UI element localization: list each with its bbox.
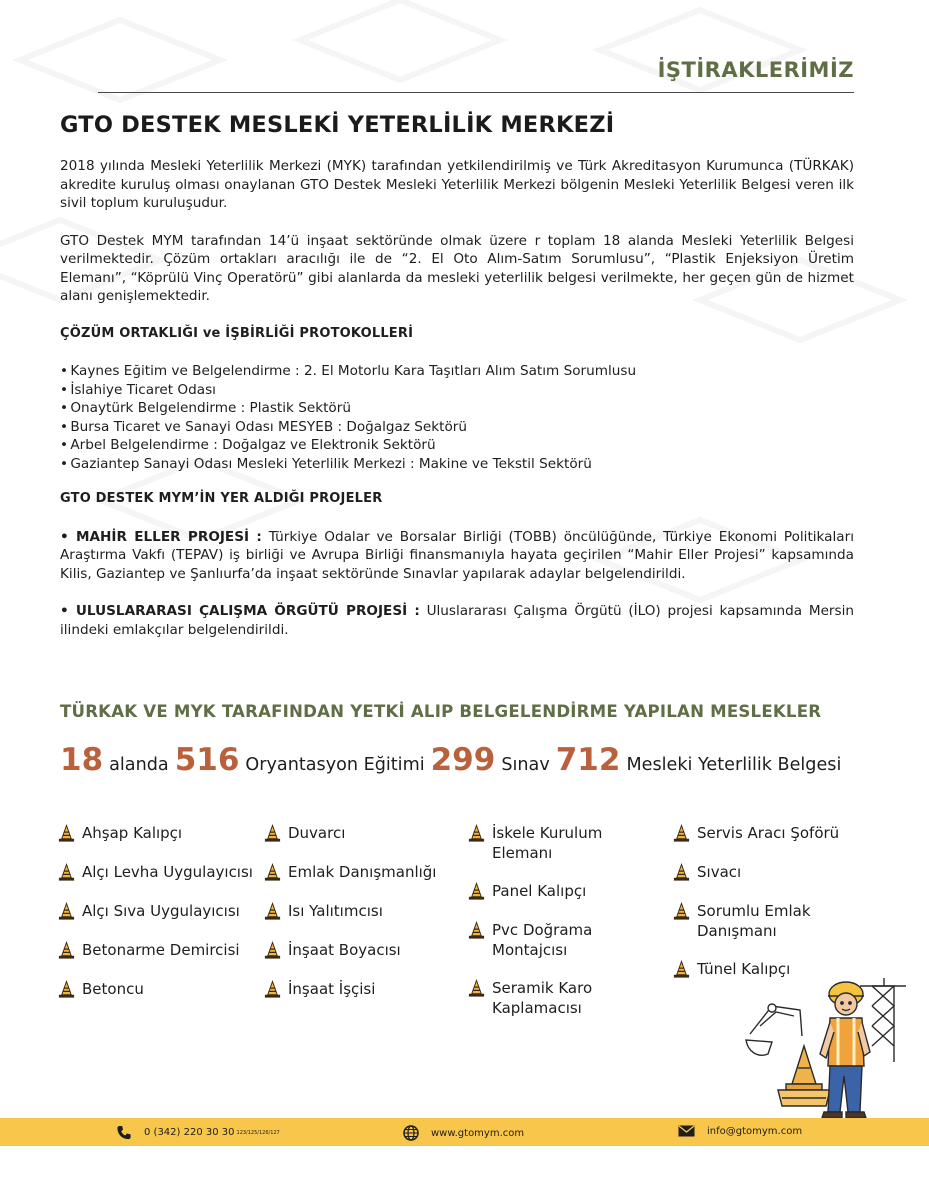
traffic-cone-icon — [263, 863, 282, 883]
traffic-cone-icon — [467, 921, 486, 941]
occupation-label: Betonarme Demircisi — [82, 941, 240, 959]
occupation-label: Alçı Sıva Uygulayıcısı — [82, 902, 240, 920]
traffic-cone-icon — [57, 863, 76, 883]
traffic-cone-icon — [672, 824, 691, 844]
stats-line — [60, 742, 847, 778]
occupation-label: Tünel Kalıpçı — [697, 960, 791, 978]
traffic-cone-icon — [57, 902, 76, 922]
occupation-item — [672, 863, 872, 883]
occupation-label: Duvarcı — [288, 824, 346, 842]
phone-number[interactable]: 0 (342) 220 30 30 — [144, 1127, 235, 1138]
traffic-cone-icon — [57, 824, 76, 844]
occupation-item — [467, 882, 667, 902]
occupation-item — [57, 980, 257, 1000]
email-link[interactable]: info@gtomym.com — [707, 1125, 803, 1137]
project-mahir-eller: • MAHİR ELLER PROJESİ : Türkiye Odalar ve Borsalar Birliği (TOBB) öncülüğünde, Türkiye Ekonomi Politikaları Araştırma Vakfı (TEPAV) iş birliği ve Avrupa Birliği finansmanıyla hayata geçirilen “Mahir Eller Projesi” kapsamında Kilis, Gaziantep ve Şanlıurfa’da inşaat sektöründe Sınavlar yapılarak adaylar belgelendirildi. — [60, 528, 854, 582]
occupation-label: Ahşap Kalıpçı — [82, 824, 183, 842]
main-content — [60, 157, 854, 639]
footer-phone — [116, 1125, 280, 1140]
occupation-item — [467, 824, 667, 863]
occupation-label: Pvc Doğrama Montajcısı — [492, 921, 593, 959]
intro-paragraph-1: 2018 yılında Mesleki Yeterlilik Merkezi (MYK) tarafından yetkilendirilmiş ve Türk Akreditasyon Kurumunca (TÜRKAK) akredite kuruluş olması onaylanan GTO Destek Mesleki Yeterlilik Merkezi bölgenin Mesleki Yeterlilik Belgesi veren ilk sivil toplum kuruluşudur. — [60, 158, 854, 211]
list-item: • Gaziantep Sanayi Odası Mesleki Yeterlilik Merkezi : Makine ve Tekstil Sektörü — [60, 455, 592, 472]
occupation-item — [672, 824, 872, 844]
occupation-label: Servis Aracı Şoförü — [697, 824, 840, 842]
construction-worker-illustration — [742, 966, 906, 1120]
traffic-cone-icon — [672, 960, 691, 980]
mail-icon — [678, 1125, 695, 1137]
occupation-item — [263, 902, 463, 922]
page-title: GTO DESTEK MESLEKİ YETERLİLİK MERKEZİ — [60, 112, 615, 138]
occupation-item — [672, 902, 872, 941]
phone-extensions: 123/125/126/127 — [236, 1129, 280, 1136]
header-divider — [98, 92, 854, 93]
phone-icon — [116, 1125, 132, 1140]
stat-number: 18 — [60, 742, 104, 778]
traffic-cone-icon — [263, 980, 282, 1000]
occupation-item — [263, 941, 463, 961]
partners-heading: ÇÖZÜM ORTAKLIĞI ve İŞBİRLİĞİ PROTOKOLLERİ — [60, 325, 414, 341]
occupation-item — [57, 863, 257, 883]
stat-label: Sınav — [501, 755, 550, 775]
project-title: MAHİR ELLER PROJESİ : — [75, 528, 262, 545]
occupation-item — [467, 979, 667, 1018]
occupation-column — [467, 824, 667, 1037]
footer-bar — [0, 1118, 929, 1146]
list-item: • Onaytürk Belgelendirme : Plastik Sektörü — [60, 400, 351, 416]
occupation-label: Emlak Danışmanlığı — [288, 863, 437, 881]
occupation-item — [263, 863, 463, 883]
occupation-column — [263, 824, 463, 1019]
occupation-label: Panel Kalıpçı — [492, 882, 587, 900]
partners-list — [60, 362, 854, 473]
website-link[interactable]: www.gtomym.com — [431, 1127, 525, 1139]
traffic-cone-icon — [263, 824, 282, 844]
list-item: • Kaynes Eğitim ve Belgelendirme : 2. El Motorlu Kara Taşıtları Alım Satım Sorumlusu — [60, 363, 637, 379]
occupations-heading: TÜRKAK VE MYK TARAFINDAN YETKİ ALIP BELGELENDİRME YAPILAN MESLEKLER — [60, 702, 822, 721]
occupation-label: Sorumlu Emlak Danışmanı — [697, 902, 811, 940]
traffic-cone-icon — [57, 980, 76, 1000]
footer-web — [403, 1125, 524, 1141]
occupation-item — [263, 824, 463, 844]
section-tag: İŞTİRAKLERİMİZ — [657, 58, 854, 82]
intro-paragraph-2: GTO Destek MYM tarafından 14’ü inşaat sektöründe olmak üzere r toplam 18 alanda Mesleki Yeterlilik Belgesi verilmektedir. Çözüm ortakları aracılığı ile de “2. El Oto Alım-Satım Sorumlusu”, “Plastik Enjeksiyon Üretim Elemanı”, “Köprülü Vinç Operatörü” gibi alanlarda da mesleki yeterlilik belgesi verilmekte, her geçen gün de hizmet alanı genişlemektedir. — [60, 232, 854, 304]
stat-number: 712 — [555, 742, 621, 778]
traffic-cone-icon — [263, 902, 282, 922]
occupation-label: Sıvacı — [697, 863, 742, 881]
list-item: • Arbel Belgelendirme : Doğalgaz ve Elektronik Sektörü — [60, 437, 436, 453]
occupation-item — [57, 941, 257, 961]
occupation-item — [263, 980, 463, 1000]
occupation-item — [467, 921, 667, 960]
project-title: ULUSLARARASI ÇALIŞMA ÖRGÜTÜ PROJESİ : — [75, 603, 420, 619]
projects-heading: GTO DESTEK MYM’İN YER ALDIĞI PROJELER — [60, 491, 383, 506]
stat-label: Oryantasyon Eğitimi — [245, 755, 425, 775]
traffic-cone-icon — [672, 902, 691, 922]
traffic-cone-icon — [57, 941, 76, 961]
occupation-item — [57, 902, 257, 922]
stat-number: 299 — [430, 742, 496, 778]
project-ilo: • ULUSLARARASI ÇALIŞMA ÖRGÜTÜ PROJESİ : Uluslararası Çalışma Örgütü (İLO) projesi kapsamında Mersin ilindeki emlakçılar belgelendirildi. — [60, 603, 854, 638]
stat-number: 516 — [174, 742, 240, 778]
occupation-column — [57, 824, 257, 1019]
stat-label: alanda — [109, 755, 169, 775]
traffic-cone-icon — [263, 941, 282, 961]
occupation-label: Betoncu — [82, 980, 144, 998]
traffic-cone-icon — [672, 863, 691, 883]
traffic-cone-icon — [467, 882, 486, 902]
occupation-item — [57, 824, 257, 844]
list-item: • Bursa Ticaret ve Sanayi Odası MESYEB : Doğalgaz Sektörü — [60, 418, 468, 435]
stat-label: Mesleki Yeterlilik Belgesi — [626, 755, 842, 775]
footer-email — [678, 1125, 802, 1137]
occupation-label: Alçı Levha Uygulayıcısı — [82, 863, 253, 881]
occupation-label: Isı Yalıtımcısı — [288, 902, 383, 920]
occupation-label: İskele Kurulum Elemanı — [492, 824, 603, 862]
occupation-label: İnşaat İşçisi — [288, 980, 376, 998]
traffic-cone-icon — [467, 979, 486, 999]
occupation-label: İnşaat Boyacısı — [288, 941, 401, 959]
traffic-cone-icon — [467, 824, 486, 844]
globe-icon — [403, 1125, 419, 1141]
occupation-label: Seramik Karo Kaplamacısı — [492, 979, 593, 1017]
list-item: • İslahiye Ticaret Odası — [60, 381, 216, 398]
